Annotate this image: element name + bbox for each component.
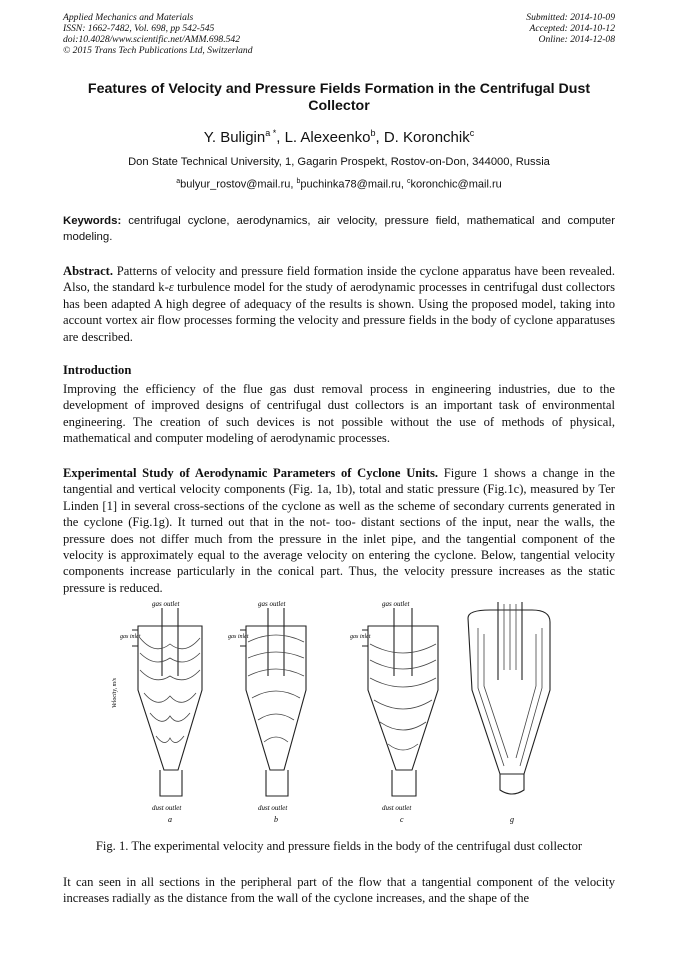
email-list (0, 178, 678, 191)
dust-outlet-label: dust outlet (258, 804, 288, 812)
author-name: Y. Buligin (203, 129, 266, 146)
epsilon-symbol: ε (168, 280, 174, 295)
panel-label-a: a (168, 815, 172, 824)
figure-caption: Fig. 1. The experimental velocity and pressure fields in the body of the centrifugal dust collector (95, 839, 583, 853)
email-link[interactable]: koronchic@mail.ru (410, 178, 502, 191)
gas-inlet-label: gas inlet (228, 634, 249, 640)
dates-header (526, 12, 615, 45)
journal-doi: doi:10.4028/www.scientific.net/AMM.698.542 (63, 34, 241, 45)
body-paragraph: It can seen in all sections in the peripheral part of the flow that a tangential component of the velocity increases radially as the distance from the wall of the cyclone increases, and the shape of the (63, 875, 615, 906)
author-affil-mark: b (370, 128, 376, 138)
panel-label-b: b (274, 815, 278, 824)
email-link[interactable]: puchinka78@mail.ru, (300, 178, 404, 191)
gas-inlet-label: gas inlet (350, 634, 371, 640)
abstract (63, 263, 615, 345)
cyclone-panel-b (228, 600, 306, 824)
author-list: Y. Buligin$^{a *}$, L. Alexeenko$^b$, D. Koronchik$^c$ (203, 128, 475, 146)
figure-1 (110, 598, 570, 830)
keywords-text: centrifugal cyclone, aerodynamics, air velocity, pressure field, mathematical and computer modeling. (63, 215, 615, 243)
gas-inlet-label: gas inlet (120, 634, 141, 640)
introduction-paragraph: Improving the efficiency of the flue gas dust removal process in engineering industries, due to the development of improved designs of centrifugal dust collectors is an important task of environmental engineering. The creation of such devices is not possible without the use of methods of physical, mathematical and computer modeling of aerodynamic processes. (63, 382, 615, 446)
keywords-label: Keywords: (63, 215, 122, 227)
paper-title: Features of Velocity and Pressure Fields Formation in the Centrifugal Dust Collector (87, 81, 591, 114)
affiliation: Don State Technical University, 1, Gagarin Prospekt, Rostov-on-Don, 344000, Russia (128, 156, 550, 168)
email-mark: a (176, 178, 181, 185)
email-mark: b (296, 178, 301, 185)
gas-outlet-label: gas outlet (382, 600, 410, 608)
experimental-text: Figure 1 shows a change in the tangential and vertical velocity components (Fig. 1a, 1b), total and static pressure (Fig.1c), measured by Ter Linden [1] in several cross-sections of the cyclone as well as the scheme of secondary currents generated in the cyclone (Fig.1g). It turned out that in the not- too- distant sections of the input, near the walls, the pressure does not differ much from the pressure in the inlet pipe, and the tangential component of the velocity is approximately equal to the average velocity on entering the cyclone. Below, tangential velocity components increase particularly in the conical part. Thus, the velocity pressure increases as the static pressure is reduced. (63, 466, 615, 595)
cyclone-panel-g (468, 602, 550, 824)
cyclone-panel-c (350, 600, 438, 824)
section-heading-introduction: Introduction (63, 363, 132, 377)
author-affil-mark: c (469, 128, 475, 138)
abstract-label: Abstract. (63, 264, 114, 278)
gas-outlet-label: gas outlet (258, 600, 286, 608)
submitted-date: Submitted: 2014-10-09 (526, 12, 615, 23)
velocity-axis-label: Velocity, m/s (112, 678, 118, 708)
author-name: L. Alexeenko (284, 129, 371, 146)
author-affil-mark: a * (265, 128, 277, 138)
gas-outlet-label: gas outlet (152, 600, 180, 608)
experimental-heading: Experimental Study of Aerodynamic Parameters of Cyclone Units. (63, 466, 439, 480)
abstract-text: turbulence model for the study of aerodynamic processes in centrifugal dust collectors has been adapted A high degree of adequacy of the results is shown. Using the proposed model, taking into account vortex air flow processes forming the velocity and pressure fields in the body of cyclone apparatuses are described. (63, 280, 615, 344)
dust-outlet-label: dust outlet (152, 804, 182, 812)
experimental-paragraph (63, 465, 615, 596)
journal-header (63, 12, 253, 56)
journal-copyright: © 2015 Trans Tech Publications Ltd, Switzerland (63, 45, 253, 56)
abstract-text: Patterns of velocity and pressure field formation inside the cyclone apparatus have been revealed. Also, the standard k- (63, 264, 615, 295)
online-date: Online: 2014-12-08 (538, 34, 615, 45)
dust-outlet-label: dust outlet (382, 804, 412, 812)
cyclone-panel-a (112, 600, 202, 824)
journal-issn: ISSN: 1662-7482, Vol. 698, pp 542-545 (63, 23, 215, 34)
author-name: D. Koronchik (383, 129, 470, 146)
email-link[interactable]: bulyur_rostov@mail.ru, (180, 178, 294, 191)
panel-label-c: c (400, 815, 404, 824)
panel-label-g: g (510, 815, 514, 824)
accepted-date: Accepted: 2014-10-12 (529, 23, 615, 34)
journal-name: Applied Mechanics and Materials (63, 12, 194, 23)
keywords (63, 213, 615, 245)
email-mark: c (406, 178, 411, 185)
